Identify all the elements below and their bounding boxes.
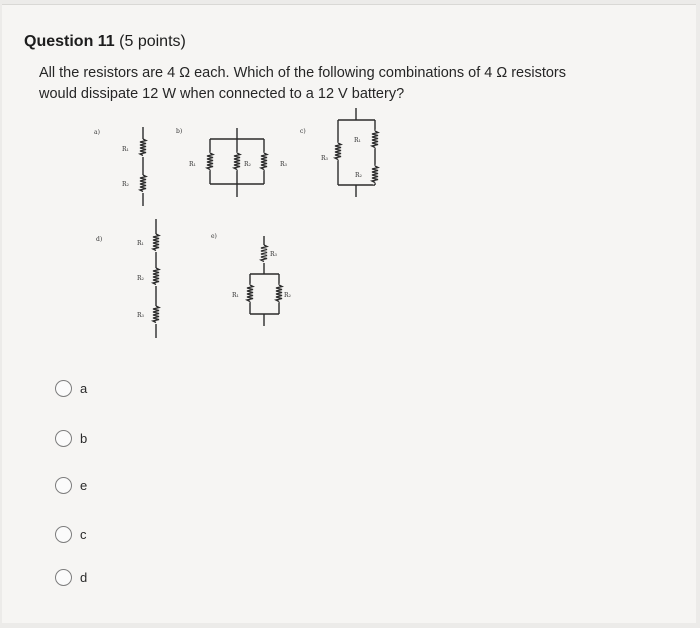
resistor-r3-e-label: R₃ bbox=[270, 251, 277, 258]
option-a[interactable] bbox=[55, 376, 87, 400]
option-label: e bbox=[80, 477, 88, 493]
resistor-r3-e bbox=[261, 245, 267, 262]
resistor-r1 bbox=[140, 139, 146, 156]
radio-button[interactable] bbox=[55, 380, 72, 397]
resistor-r2-d bbox=[153, 268, 159, 285]
option-label: b bbox=[80, 430, 88, 446]
resistor-r3-c-label: R₃ bbox=[321, 155, 328, 162]
radio-button[interactable] bbox=[55, 477, 72, 494]
circuit-d bbox=[96, 219, 159, 338]
circuit-e-label: e) bbox=[211, 233, 217, 240]
option-c[interactable] bbox=[55, 522, 87, 546]
resistor-r2 bbox=[140, 175, 146, 192]
option-label: c bbox=[80, 526, 87, 542]
resistor-r2-e-label: R₂ bbox=[284, 292, 291, 299]
circuit-c bbox=[300, 108, 378, 197]
circuit-c-label: c) bbox=[300, 128, 306, 135]
resistor-r1-d bbox=[153, 234, 159, 251]
circuit-d-label: d) bbox=[96, 236, 103, 243]
resistor-r1-c-label: R₁ bbox=[354, 137, 361, 144]
circuit-e bbox=[211, 233, 292, 326]
circuit-a bbox=[94, 127, 146, 206]
option-e[interactable] bbox=[55, 473, 87, 497]
question-title: Question 11 bbox=[24, 33, 115, 50]
question-line-1: All the resistors are 4 Ω each. Which of the following combinations of 4 Ω resistors bbox=[39, 65, 566, 81]
resistor-r3-b-label: R₃ bbox=[280, 161, 287, 168]
circuit-b bbox=[176, 128, 288, 197]
option-b[interactable] bbox=[55, 426, 87, 450]
circuit-a-label: a) bbox=[94, 129, 100, 136]
radio-button[interactable] bbox=[55, 430, 72, 447]
resistor-r3-d bbox=[153, 306, 159, 323]
question-points: (5 points) bbox=[119, 33, 186, 50]
resistor-r3-d-label: R₃ bbox=[137, 312, 144, 319]
option-d[interactable] bbox=[55, 565, 87, 589]
radio-button[interactable] bbox=[55, 569, 72, 586]
option-label: a bbox=[80, 380, 88, 396]
resistor-r1-label: R₁ bbox=[122, 146, 129, 153]
resistor-r1-d-label: R₁ bbox=[137, 240, 144, 247]
resistor-r1-e-label: R₁ bbox=[232, 292, 239, 299]
radio-button[interactable] bbox=[55, 526, 72, 543]
circuit-b-label: b) bbox=[176, 128, 183, 135]
resistor-r2-label: R₂ bbox=[122, 181, 129, 188]
resistor-r2-d-label: R₂ bbox=[137, 275, 144, 282]
question-line-2: would dissipate 12 W when connected to a 12 V battery? bbox=[39, 86, 405, 102]
resistor-r2-c-label: R₂ bbox=[355, 172, 362, 179]
resistor-r1-b-label: R₁ bbox=[189, 161, 196, 168]
resistor-r2-b-label: R₂ bbox=[244, 161, 251, 168]
option-label: d bbox=[80, 569, 88, 585]
